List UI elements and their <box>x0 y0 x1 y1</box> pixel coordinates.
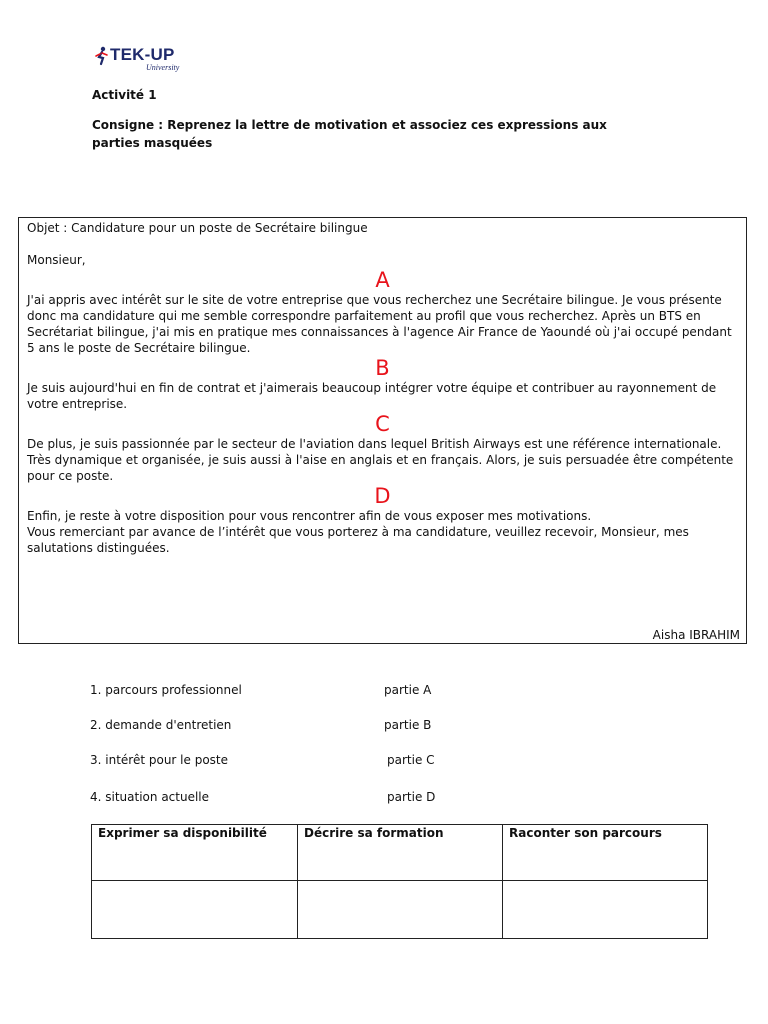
column-header-formation: Décrire sa formation <box>298 825 503 881</box>
matching-part: partie D <box>387 790 436 804</box>
matching-row <box>90 718 510 734</box>
marker-a: A <box>375 268 390 292</box>
paragraph-b: Je suis aujourd'hui en fin de contrat et j'aimerais beaucoup intégrer votre équipe et contribuer au rayonnement de votre entreprise. <box>27 381 717 411</box>
matching-part: partie B <box>384 718 432 732</box>
marker-d: D <box>374 484 391 508</box>
paragraph-c1: De plus, je suis passionnée par le secteur de l'aviation dans lequel British Airways est une référence internationale. <box>27 437 722 451</box>
letter-subject: Objet : Candidature pour un poste de Secrétaire bilingue <box>27 221 368 235</box>
marker-c: C <box>375 412 390 436</box>
letter-salutation: Monsieur, <box>27 253 86 267</box>
logo-text: TEK-UP <box>110 45 175 64</box>
answer-cell[interactable] <box>92 881 298 939</box>
matching-expression: 1. parcours professionnel <box>90 683 242 697</box>
matching-row <box>90 753 510 769</box>
table-header-row <box>92 825 708 881</box>
letter-signature: Aisha IBRAHIM <box>652 628 740 642</box>
activity-title: Activité 1 <box>92 88 157 102</box>
paragraph-a: J'ai appris avec intérêt sur le site de votre entreprise que vous recherchez une Secrétaire bilingue. Je vous présente donc ma candidature qui me semble correspondre parfaitement au profil que vous recherchez. Après un BTS en Secrétariat bilingue, j'ai mis en pratique mes connaissances à l'agence Air France de Yaoundé où j'ai occupé pendant 5 ans le poste de Secrétaire bilingue. <box>27 293 732 355</box>
matching-part: partie A <box>384 683 432 697</box>
tekup-logo <box>94 44 214 74</box>
column-header-parcours: Raconter son parcours <box>503 825 708 881</box>
runner-logo-icon <box>94 46 110 66</box>
matching-row <box>90 683 510 699</box>
matching-expression: 4. situation actuelle <box>90 790 210 804</box>
marker-b: B <box>375 356 390 380</box>
paragraph-d1: Enfin, je reste à votre disposition pour vous rencontrer afin de vous exposer mes motivations. <box>27 509 592 523</box>
paragraph-c2: Très dynamique et organisée, je suis aussi à l'aise en anglais et en français. Alors, je suis persuadée être compétente pour ce poste. <box>27 453 734 483</box>
instruction-text: Consigne : Reprenez la lettre de motivation et associez ces expressions aux parties masquées <box>92 118 607 150</box>
table-row <box>92 881 708 939</box>
column-header-disponibilite: Exprimer sa disponibilité <box>92 825 298 881</box>
matching-expression: 2. demande d'entretien <box>90 718 232 732</box>
logo-subtext: University <box>146 63 180 72</box>
answer-cell[interactable] <box>503 881 708 939</box>
matching-row <box>90 790 510 806</box>
paragraph-d2: Vous remerciant par avance de l’intérêt que vous porterez à ma candidature, veuillez recevoir, Monsieur, mes salutations distinguées. <box>27 525 689 555</box>
matching-expression: 3. intérêt pour le poste <box>90 753 229 767</box>
answer-table <box>91 824 708 939</box>
matching-part: partie C <box>387 753 435 767</box>
motivation-letter <box>18 217 747 644</box>
answer-cell[interactable] <box>298 881 503 939</box>
